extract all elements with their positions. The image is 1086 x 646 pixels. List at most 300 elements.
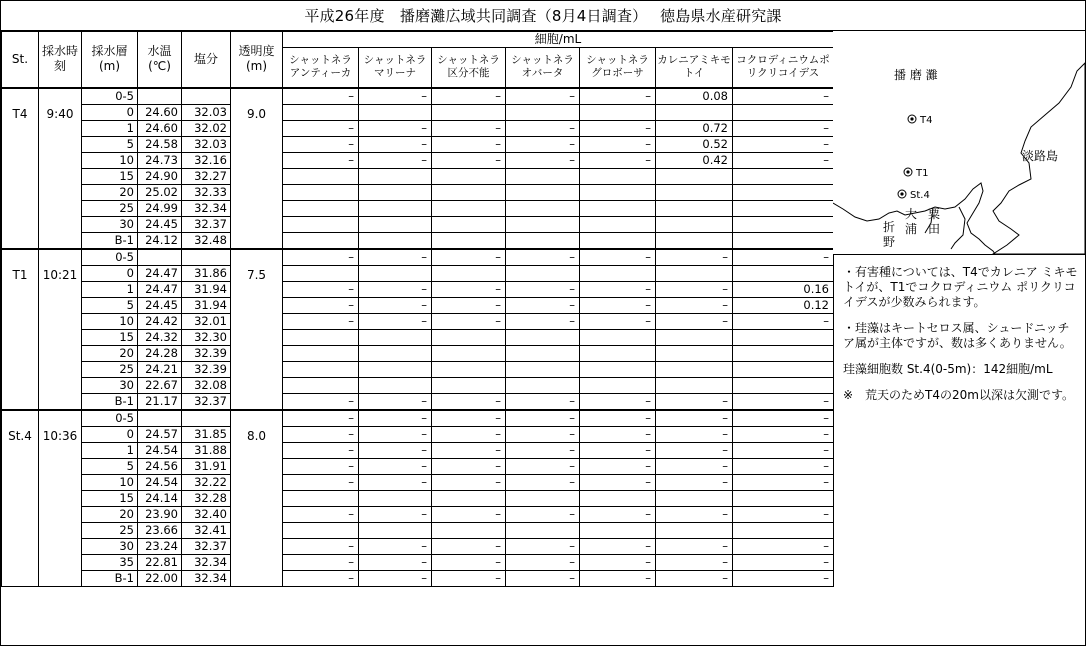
sampling-depth: 5 — [82, 136, 138, 152]
cell-count — [283, 168, 359, 184]
cell-count: – — [359, 281, 432, 297]
table-row — [2, 538, 834, 554]
map-label-sea: 播 磨 灘 — [894, 68, 938, 82]
water-temp: 24.32 — [138, 329, 182, 345]
cell-count — [733, 168, 834, 184]
cell-count: – — [506, 120, 580, 136]
cell-count — [506, 104, 580, 120]
cell-count: – — [656, 426, 733, 442]
salinity: 32.22 — [182, 474, 231, 490]
cell-count: – — [580, 297, 656, 313]
sampling-depth: 30 — [82, 216, 138, 232]
cell-count — [432, 329, 506, 345]
salinity: 32.01 — [182, 313, 231, 329]
salinity: 31.91 — [182, 458, 231, 474]
water-temp: 24.47 — [138, 281, 182, 297]
cell-count: – — [283, 297, 359, 313]
cell-count: – — [506, 281, 580, 297]
table-row — [2, 184, 834, 200]
cell-count — [283, 200, 359, 216]
sampling-depth: B-1 — [82, 570, 138, 586]
salinity: 32.39 — [182, 361, 231, 377]
note-missing-data: ※ 荒天のためT4の20m以深は欠測です。 — [843, 388, 1075, 402]
cell-count — [506, 377, 580, 393]
cell-count: – — [580, 506, 656, 522]
cell-count — [359, 232, 432, 249]
cell-count: – — [506, 136, 580, 152]
cell-count — [580, 329, 656, 345]
water-temp: 24.12 — [138, 232, 182, 249]
cell-count — [432, 216, 506, 232]
cell-count — [580, 265, 656, 281]
cell-count: 0.08 — [656, 88, 733, 105]
cell-count — [580, 184, 656, 200]
cell-count: – — [359, 136, 432, 152]
map-place-6: 野 — [883, 235, 896, 249]
cell-count — [656, 265, 733, 281]
cell-count: 0.52 — [656, 136, 733, 152]
cell-count: – — [580, 458, 656, 474]
cell-count: – — [283, 474, 359, 490]
salinity: 32.27 — [182, 168, 231, 184]
cell-count: – — [283, 410, 359, 427]
cell-count — [432, 522, 506, 538]
sampling-depth: 15 — [82, 168, 138, 184]
salinity: 32.34 — [182, 554, 231, 570]
cell-count: – — [656, 554, 733, 570]
cell-count — [656, 184, 733, 200]
water-temp: 24.60 — [138, 120, 182, 136]
cell-count: – — [506, 474, 580, 490]
table-row — [2, 88, 834, 105]
salinity: 32.41 — [182, 522, 231, 538]
cell-count — [283, 232, 359, 249]
sampling-depth: 20 — [82, 506, 138, 522]
map-place-3: 粟 — [928, 207, 941, 221]
cell-count — [656, 329, 733, 345]
cell-count: – — [733, 474, 834, 490]
cell-count: – — [359, 313, 432, 329]
water-temp: 22.00 — [138, 570, 182, 586]
cell-count: – — [656, 393, 733, 410]
cell-count — [656, 216, 733, 232]
cell-count — [580, 361, 656, 377]
water-temp: 21.17 — [138, 393, 182, 410]
cell-count — [283, 104, 359, 120]
cell-count: – — [733, 506, 834, 522]
cell-count — [580, 377, 656, 393]
cell-count — [506, 490, 580, 506]
header-species: シャットネラマリーナ — [359, 48, 432, 88]
header-water-temp: 水温(℃) — [138, 32, 182, 88]
cell-count: – — [432, 136, 506, 152]
cell-count: – — [656, 538, 733, 554]
cell-count: – — [733, 120, 834, 136]
cell-count: – — [580, 442, 656, 458]
cell-count — [432, 345, 506, 361]
cell-count: – — [359, 410, 432, 427]
cell-count — [359, 377, 432, 393]
map-place-4: 田 — [928, 222, 941, 236]
sampling-depth: 20 — [82, 184, 138, 200]
table-row — [2, 490, 834, 506]
salinity: 32.08 — [182, 377, 231, 393]
salinity: 32.34 — [182, 200, 231, 216]
map-label-t1: T1 — [916, 168, 929, 179]
notes — [843, 265, 1079, 414]
cell-count: – — [733, 313, 834, 329]
cell-count — [733, 200, 834, 216]
header-station: St. — [2, 32, 39, 88]
cell-count: – — [432, 249, 506, 266]
cell-count: – — [506, 297, 580, 313]
cell-count: – — [432, 120, 506, 136]
water-temp — [138, 410, 182, 427]
cell-count — [359, 490, 432, 506]
sampling-depth: 25 — [82, 200, 138, 216]
header-species: コクロディニウムポリクリコイデス — [733, 48, 834, 88]
salinity: 32.02 — [182, 120, 231, 136]
cell-count — [432, 200, 506, 216]
cell-count — [506, 265, 580, 281]
cell-count — [506, 168, 580, 184]
cell-count — [359, 184, 432, 200]
cell-count: – — [432, 506, 506, 522]
table-row — [2, 458, 834, 474]
sampling-depth: 15 — [82, 329, 138, 345]
cell-count — [580, 200, 656, 216]
cell-count — [283, 522, 359, 538]
cell-count — [359, 361, 432, 377]
table-row — [2, 442, 834, 458]
cell-count: – — [656, 506, 733, 522]
map-label-island: 淡路島 — [1022, 149, 1059, 163]
cell-count — [359, 265, 432, 281]
cell-count — [733, 490, 834, 506]
table-row — [2, 426, 834, 442]
cell-count — [733, 377, 834, 393]
cell-count: – — [506, 538, 580, 554]
salinity: 32.28 — [182, 490, 231, 506]
header-species: シャットネラグロボーサ — [580, 48, 656, 88]
cell-count — [506, 361, 580, 377]
cell-count — [283, 216, 359, 232]
cell-count: – — [432, 426, 506, 442]
cell-count — [656, 361, 733, 377]
sampling-depth: 1 — [82, 120, 138, 136]
cell-count: – — [656, 442, 733, 458]
sampling-depth: 35 — [82, 554, 138, 570]
sampling-depth: 0 — [82, 104, 138, 120]
sampling-depth: 20 — [82, 345, 138, 361]
cell-count: – — [432, 410, 506, 427]
cell-count: – — [733, 136, 834, 152]
water-temp: 22.81 — [138, 554, 182, 570]
table-row — [2, 506, 834, 522]
cell-count: – — [580, 554, 656, 570]
table-row — [2, 152, 834, 168]
cell-count — [733, 329, 834, 345]
salinity: 32.37 — [182, 538, 231, 554]
cell-count: – — [656, 249, 733, 266]
sampling-depth: 10 — [82, 313, 138, 329]
cell-count — [432, 490, 506, 506]
cell-count — [432, 104, 506, 120]
transparency: 9.0 — [231, 88, 283, 249]
cell-count — [580, 345, 656, 361]
cell-count: – — [733, 410, 834, 427]
cell-count: – — [359, 570, 432, 586]
map-place-5: 折 — [883, 220, 896, 234]
cell-count: – — [580, 88, 656, 105]
salinity — [182, 249, 231, 266]
cell-count: – — [283, 120, 359, 136]
sampling-depth: B-1 — [82, 232, 138, 249]
salinity: 31.94 — [182, 281, 231, 297]
cell-count — [733, 184, 834, 200]
cell-count: – — [580, 281, 656, 297]
cell-count: – — [359, 506, 432, 522]
cell-count: – — [283, 281, 359, 297]
cell-count — [580, 216, 656, 232]
sampling-depth: 1 — [82, 442, 138, 458]
table-row — [2, 393, 834, 410]
salinity: 32.03 — [182, 136, 231, 152]
cell-count — [733, 232, 834, 249]
cell-count — [506, 329, 580, 345]
cell-count — [506, 232, 580, 249]
cell-count: – — [506, 410, 580, 427]
cell-count — [656, 522, 733, 538]
cell-count: – — [359, 88, 432, 105]
table-row — [2, 136, 834, 152]
cell-count: – — [580, 136, 656, 152]
cell-count: – — [432, 570, 506, 586]
water-temp: 24.54 — [138, 474, 182, 490]
cell-count — [580, 168, 656, 184]
cell-count: – — [283, 313, 359, 329]
header-species: シャットネラオバータ — [506, 48, 580, 88]
cell-count: – — [733, 442, 834, 458]
table-row — [2, 216, 834, 232]
cell-count — [580, 522, 656, 538]
water-temp: 24.73 — [138, 152, 182, 168]
cell-count: – — [580, 410, 656, 427]
cell-count: – — [506, 249, 580, 266]
cell-count: – — [506, 88, 580, 105]
salinity: 32.30 — [182, 329, 231, 345]
cell-count — [506, 522, 580, 538]
water-temp: 23.24 — [138, 538, 182, 554]
cell-count: – — [506, 506, 580, 522]
cell-count: – — [432, 297, 506, 313]
water-temp: 24.58 — [138, 136, 182, 152]
water-temp: 24.45 — [138, 216, 182, 232]
cell-count: 0.42 — [656, 152, 733, 168]
cell-count — [359, 329, 432, 345]
water-temp: 24.56 — [138, 458, 182, 474]
table-row — [2, 232, 834, 249]
sampling-depth: 30 — [82, 377, 138, 393]
note-diatom-count: 珪藻細胞数 St.4(0-5m)：142細胞/mL — [843, 362, 1053, 376]
table-row — [2, 249, 834, 266]
water-temp: 24.45 — [138, 297, 182, 313]
salinity: 32.16 — [182, 152, 231, 168]
cell-count: – — [432, 474, 506, 490]
cell-count: – — [580, 474, 656, 490]
cell-count: – — [283, 442, 359, 458]
report-title: 平成26年度 播磨灘広域共同調査（8月4日調査） 徳島県水産研究課 — [1, 1, 1085, 31]
header-species: カレニアミキモトイ — [656, 48, 733, 88]
cell-count — [733, 104, 834, 120]
cell-count: 0.72 — [656, 120, 733, 136]
cell-count: – — [283, 570, 359, 586]
cell-count: – — [580, 152, 656, 168]
water-temp: 24.99 — [138, 200, 182, 216]
cell-count: – — [733, 393, 834, 410]
salinity: 31.85 — [182, 426, 231, 442]
cell-count: – — [506, 152, 580, 168]
cell-count: – — [359, 249, 432, 266]
cell-count — [359, 200, 432, 216]
transparency: 8.0 — [231, 410, 283, 587]
cell-count — [733, 345, 834, 361]
table-row — [2, 200, 834, 216]
cell-count: – — [432, 281, 506, 297]
cell-count: – — [580, 538, 656, 554]
sampling-depth: 1 — [82, 281, 138, 297]
cell-count — [359, 104, 432, 120]
cell-count: – — [359, 458, 432, 474]
cell-count — [733, 216, 834, 232]
salinity: 32.48 — [182, 232, 231, 249]
salinity: 32.37 — [182, 393, 231, 410]
cell-count: – — [283, 426, 359, 442]
water-temp: 24.47 — [138, 265, 182, 281]
water-temp: 24.60 — [138, 104, 182, 120]
salinity: 32.34 — [182, 570, 231, 586]
cell-count — [432, 361, 506, 377]
salinity: 31.88 — [182, 442, 231, 458]
water-temp: 25.02 — [138, 184, 182, 200]
cell-count — [733, 522, 834, 538]
cell-count: – — [733, 538, 834, 554]
cell-count: – — [432, 554, 506, 570]
cell-count: 0.16 — [733, 281, 834, 297]
table-row — [2, 313, 834, 329]
cell-count — [656, 168, 733, 184]
sampling-depth: 10 — [82, 474, 138, 490]
table-row — [2, 281, 834, 297]
sampling-depth: 5 — [82, 458, 138, 474]
header-sampling-time: 採水時刻 — [39, 32, 82, 88]
sampling-time: 10:21 — [39, 249, 82, 410]
station-name: T4 — [2, 88, 39, 249]
cell-count: – — [359, 120, 432, 136]
sampling-depth: B-1 — [82, 393, 138, 410]
cell-count: – — [580, 313, 656, 329]
cell-count — [432, 265, 506, 281]
header-cells-unit: 細胞/mL — [283, 32, 834, 48]
cell-count: – — [432, 88, 506, 105]
cell-count: – — [656, 281, 733, 297]
cell-count: – — [432, 442, 506, 458]
table-row — [2, 522, 834, 538]
cell-count: – — [432, 458, 506, 474]
table-row — [2, 554, 834, 570]
sampling-depth: 0-5 — [82, 88, 138, 105]
cell-count: – — [359, 393, 432, 410]
cell-count: – — [283, 136, 359, 152]
water-temp: 24.90 — [138, 168, 182, 184]
map-place-1: 大 — [905, 207, 918, 221]
sampling-time: 10:36 — [39, 410, 82, 587]
cell-count: – — [733, 88, 834, 105]
map-place-2: 浦 — [905, 222, 918, 236]
cell-count — [432, 232, 506, 249]
header-sampling-layer: 採水層(m) — [82, 32, 138, 88]
sampling-time: 9:40 — [39, 88, 82, 249]
transparency: 7.5 — [231, 249, 283, 410]
water-temp: 24.14 — [138, 490, 182, 506]
cell-count: – — [359, 426, 432, 442]
table-row — [2, 120, 834, 136]
note-diatoms: ・珪藻はキートセロス属、シュードニッチア属が主体ですが、数は多くありません。 — [843, 321, 1072, 350]
cell-count: – — [506, 458, 580, 474]
cell-count: – — [733, 458, 834, 474]
cell-count: – — [656, 458, 733, 474]
salinity: 31.94 — [182, 297, 231, 313]
water-temp: 24.42 — [138, 313, 182, 329]
cell-count — [733, 265, 834, 281]
salinity: 32.40 — [182, 506, 231, 522]
cell-count: – — [656, 474, 733, 490]
cell-count: – — [656, 297, 733, 313]
cell-count — [506, 216, 580, 232]
sampling-depth: 0 — [82, 426, 138, 442]
cell-count — [432, 377, 506, 393]
station-map — [833, 31, 1085, 255]
cell-count: – — [506, 426, 580, 442]
sampling-depth: 25 — [82, 361, 138, 377]
cell-count — [656, 377, 733, 393]
water-temp — [138, 88, 182, 105]
cell-count — [656, 232, 733, 249]
cell-count: – — [359, 538, 432, 554]
cell-count: – — [432, 393, 506, 410]
cell-count — [580, 490, 656, 506]
table-row — [2, 104, 834, 120]
cell-count: – — [283, 538, 359, 554]
cell-count: – — [580, 570, 656, 586]
cell-count: – — [283, 152, 359, 168]
cell-count — [359, 168, 432, 184]
cell-count — [432, 184, 506, 200]
cell-count: – — [506, 313, 580, 329]
cell-count: – — [432, 538, 506, 554]
cell-count: – — [283, 506, 359, 522]
side-panel — [833, 31, 1085, 645]
cell-count — [283, 265, 359, 281]
sampling-depth: 0-5 — [82, 249, 138, 266]
cell-count: – — [359, 297, 432, 313]
water-temp — [138, 249, 182, 266]
cell-count — [733, 361, 834, 377]
salinity — [182, 88, 231, 105]
sampling-depth: 30 — [82, 538, 138, 554]
cell-count — [580, 232, 656, 249]
water-temp: 24.21 — [138, 361, 182, 377]
